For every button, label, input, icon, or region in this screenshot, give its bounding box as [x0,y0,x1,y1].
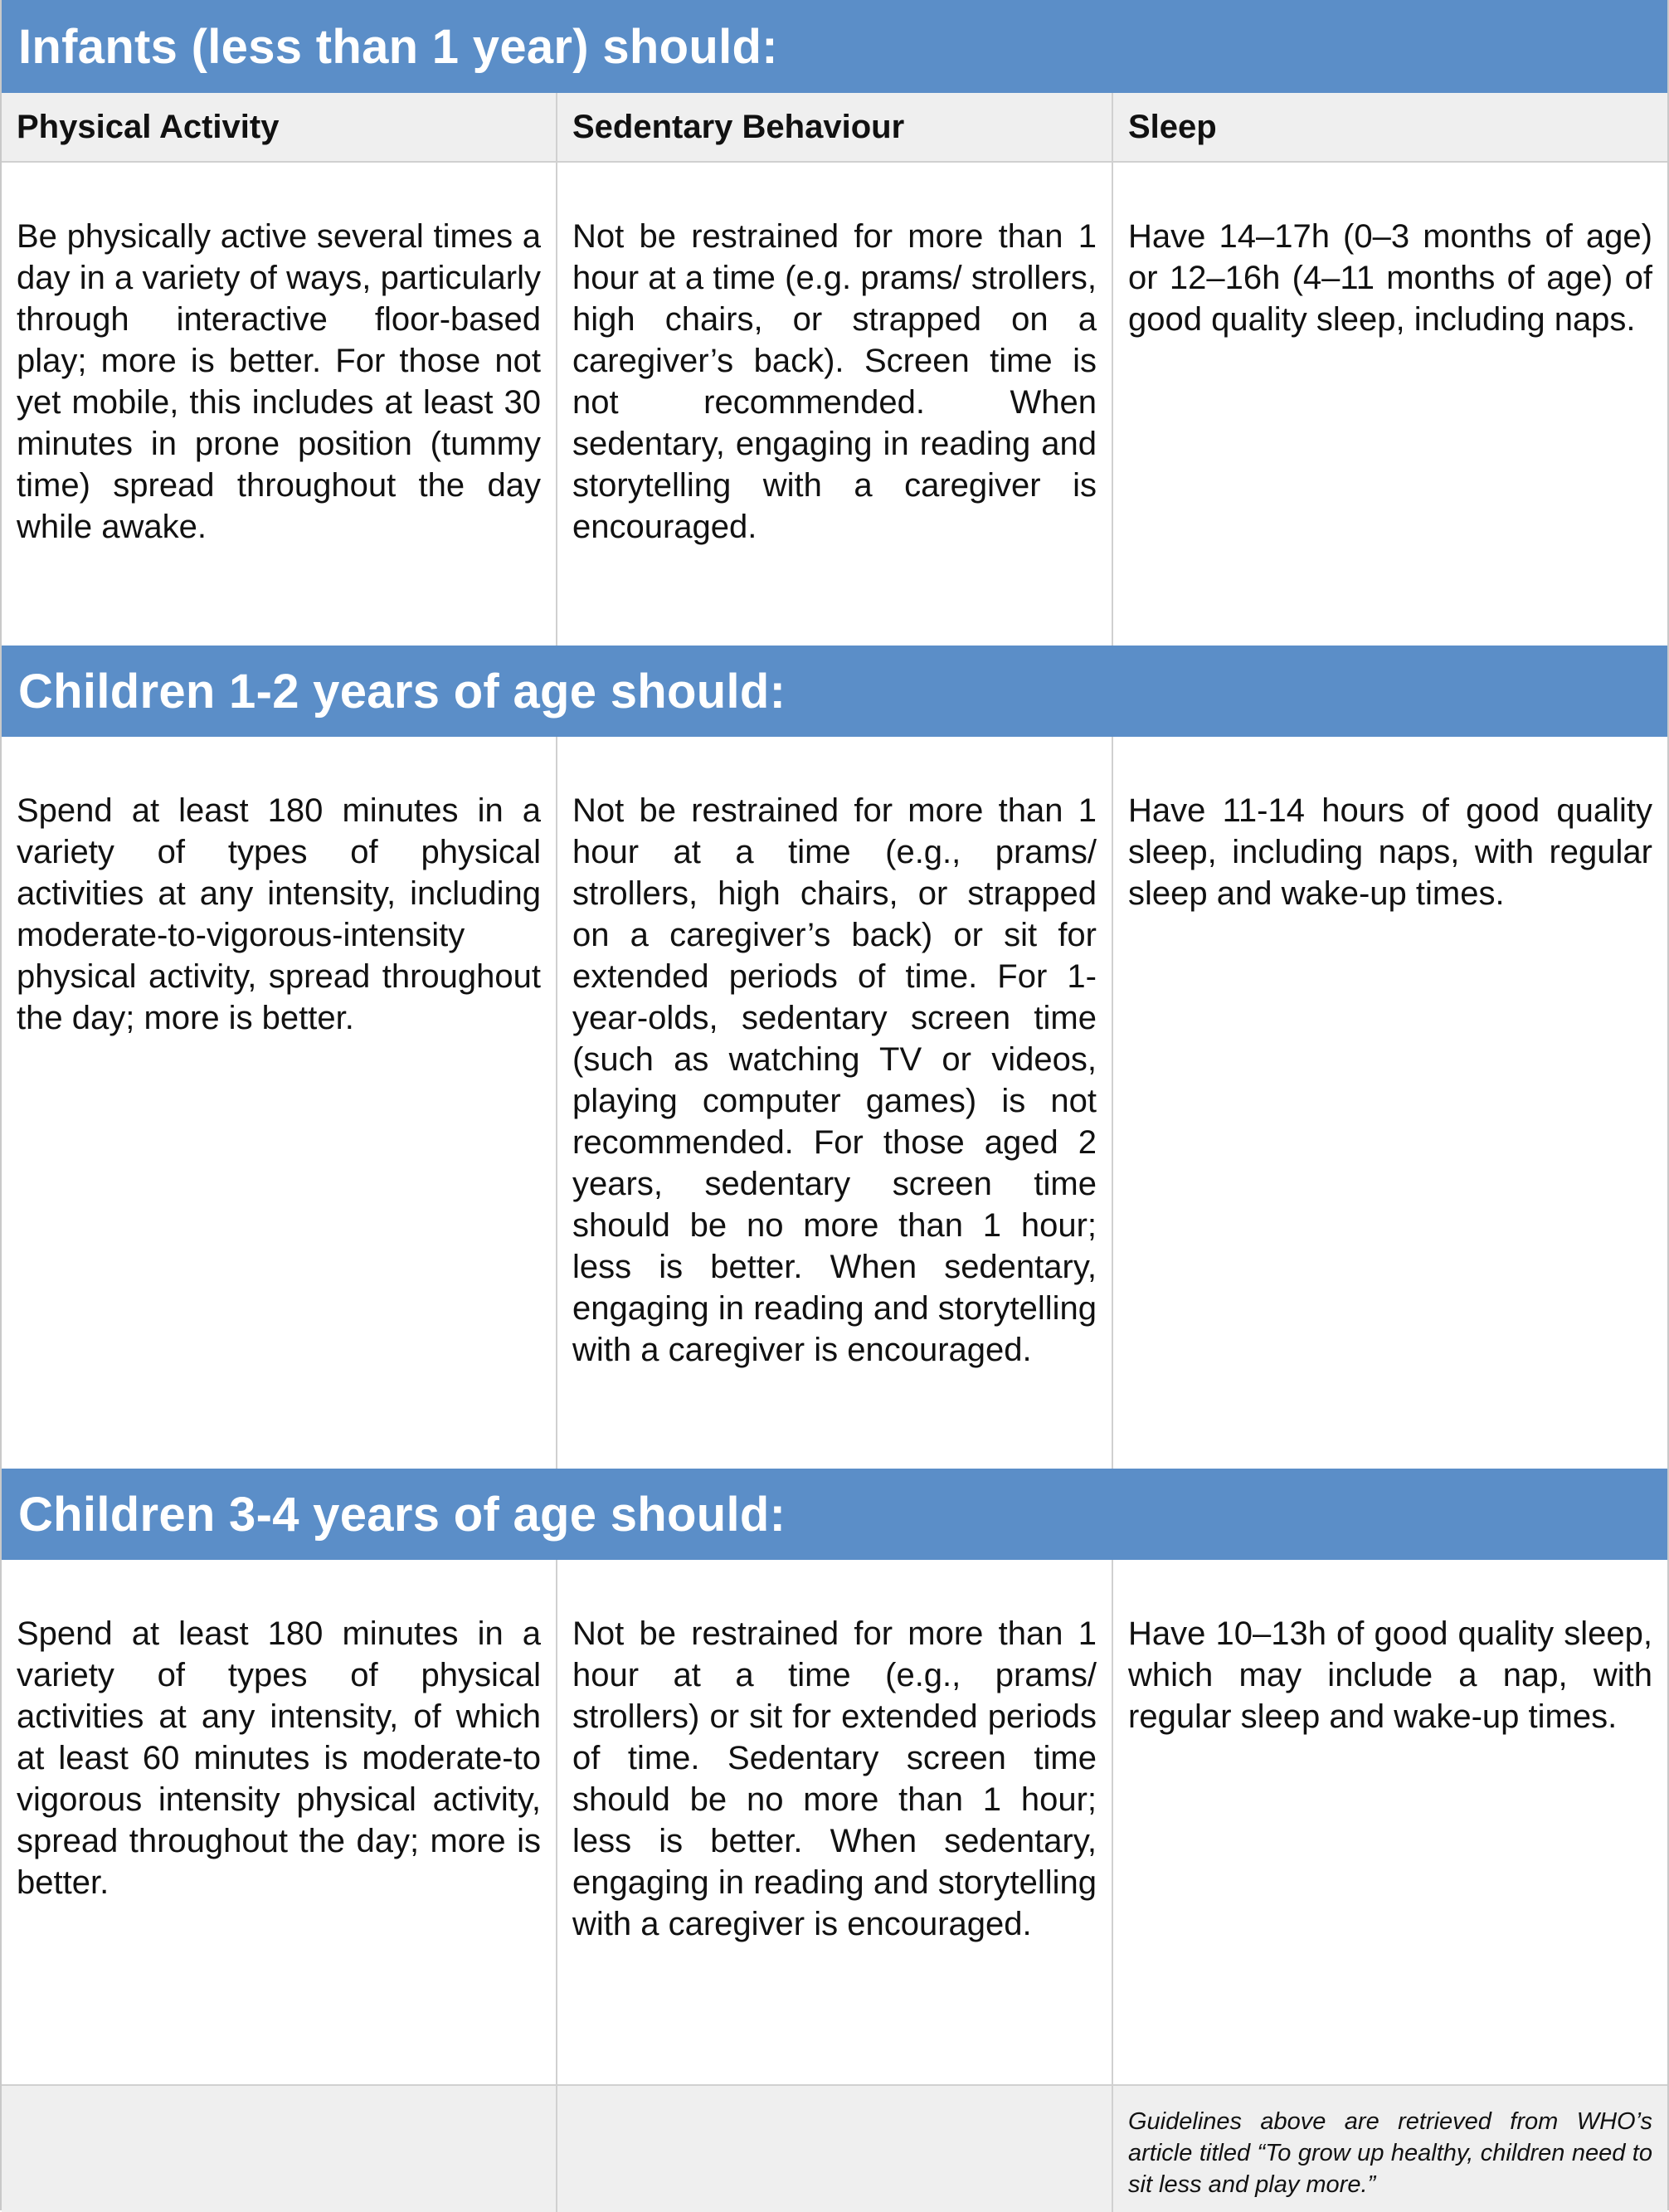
cell-children-1-2-physical-activity: Spend at least 180 minutes in a variety of types of physical activities at any intensity, including moderate-to-vigorous-intensity physical activity, spread throughout the day; more is better. [2,737,557,1469]
column-header-physical-activity: Physical Activity [2,93,557,163]
section-row-children-3-4 [2,1560,1667,2084]
cell-infants-sedentary-behaviour: Not be restrained for more than 1 hour at a time (e.g. prams/ strollers, high chairs, or strapped on a caregiver’s back). Screen time is not recommended. When sedentary, engaging in reading and storytelling with a caregiver is encouraged. [557,163,1113,646]
cell-infants-physical-activity: Be physically active several times a day in a variety of ways, particularly through interactive floor-based play; more is better. For those not yet mobile, this includes at least 30 minutes in prone position (tummy time) spread throughout the day while awake. [2,163,557,646]
footer-cell-note [1113,2086,1667,2212]
footer-cell-empty-1 [2,2086,557,2212]
footer-row [2,2084,1667,2212]
cell-children-1-2-sedentary-behaviour: Not be restrained for more than 1 hour at a time (e.g., prams/ strollers, high chairs, or strapped on a caregiver’s back) or sit for extended periods of time. For 1-year-olds, sedentary screen time (such as watching TV or videos, playing computer games) is not recommended. For those aged 2 years, sedentary screen time should be no more than 1 hour; less is better. When sedentary, engaging in reading and storytelling with a caregiver is encouraged. [557,737,1113,1469]
column-header-row [2,93,1667,163]
column-header-sedentary-behaviour: Sedentary Behaviour [557,93,1113,163]
cell-children-3-4-sedentary-behaviour: Not be restrained for more than 1 hour at a time (e.g., prams/ strollers) or sit for extended periods of time. Sedentary screen time should be no more than 1 hour; less is better. When sedentary, engaging in reading and storytelling with a caregiver is encouraged. [557,1560,1113,2084]
section-row-children-1-2 [2,737,1667,1469]
column-header-sleep: Sleep [1113,93,1667,163]
cell-children-1-2-sleep: Have 11-14 hours of good quality sleep, including naps, with regular sleep and wake-up times. [1128,792,1652,912]
section-title-children-3-4: Children 3-4 years of age should: [2,1469,1667,1560]
source-note: Guidelines above are retrieved from WHO’s article titled “To grow up healthy, children need to sit less and play more.” [1128,2108,1652,2198]
section-title-children-1-2: Children 1-2 years of age should: [2,646,1667,737]
section-row-infants [2,163,1667,646]
cell-children-3-4-physical-activity: Spend at least 180 minutes in a variety of types of physical activities at any intensity, of which at least 60 minutes is moderate-to vigorous intensity physical activity, spread throughout the day; more is better. [2,1560,557,2084]
cell-infants-sleep: Have 14–17h (0–3 months of age) or 12–16h (4–11 months of age) of good quality sleep, including naps. [1128,218,1652,338]
section-title-infants: Infants (less than 1 year) should: [2,0,1667,93]
cell-children-3-4-sleep: Have 10–13h of good quality sleep, which may include a nap, with regular sleep and wake-up times. [1128,1615,1652,1735]
footer-cell-empty-2 [557,2086,1113,2212]
